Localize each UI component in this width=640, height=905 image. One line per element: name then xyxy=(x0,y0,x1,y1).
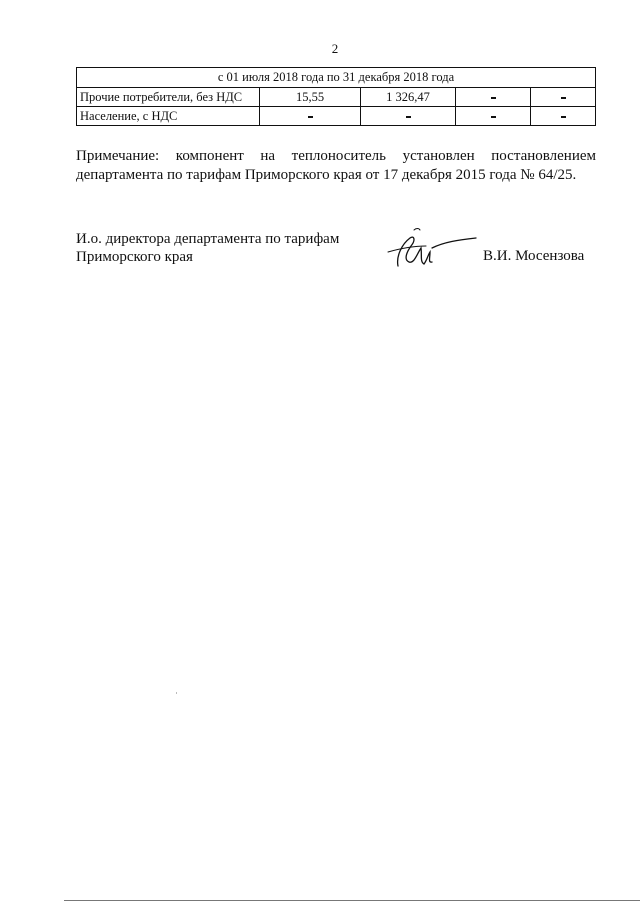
table-row xyxy=(77,88,596,107)
row-value-3 xyxy=(456,107,531,126)
row-name: Прочие потребители, без НДС xyxy=(77,88,260,107)
dash-mark xyxy=(491,97,496,99)
signatory-position xyxy=(76,230,339,266)
page-number: 2 xyxy=(331,41,339,56)
row-name: Население, с НДС xyxy=(77,107,260,126)
signer-name: В.И. Мосензова xyxy=(483,248,585,264)
page-bottom-edge xyxy=(64,900,640,901)
row-value-4 xyxy=(531,107,596,126)
dash-mark xyxy=(406,116,411,118)
dash-mark xyxy=(561,116,566,118)
table-period-cell: с 01 июля 2018 года по 31 декабря 2018 года xyxy=(77,68,596,88)
row-value-1: 15,55 xyxy=(260,88,361,107)
position-line-2: Приморского края xyxy=(76,249,193,265)
row-value-2: 1 326,47 xyxy=(361,88,456,107)
scan-speck xyxy=(176,692,177,694)
note-line-2: департамента по тарифам Приморского края от 17 декабря 2015 года № 64/25. xyxy=(76,167,577,183)
row-value-2 xyxy=(361,107,456,126)
tariff-table xyxy=(76,67,596,126)
dash-mark xyxy=(491,116,496,118)
dash-mark xyxy=(308,116,313,118)
table-row xyxy=(77,107,596,126)
position-line-1: И.о. директора департамента по тарифам xyxy=(76,231,340,247)
row-value-1 xyxy=(260,107,361,126)
row-value-3 xyxy=(456,88,531,107)
table-period-row xyxy=(77,68,596,88)
handwritten-signature xyxy=(384,222,479,272)
note-line-1: Примечание: компонент на теплоноситель установлен постановлением xyxy=(76,148,596,164)
dash-mark xyxy=(561,97,566,99)
note-paragraph xyxy=(76,147,596,185)
row-value-4 xyxy=(531,88,596,107)
